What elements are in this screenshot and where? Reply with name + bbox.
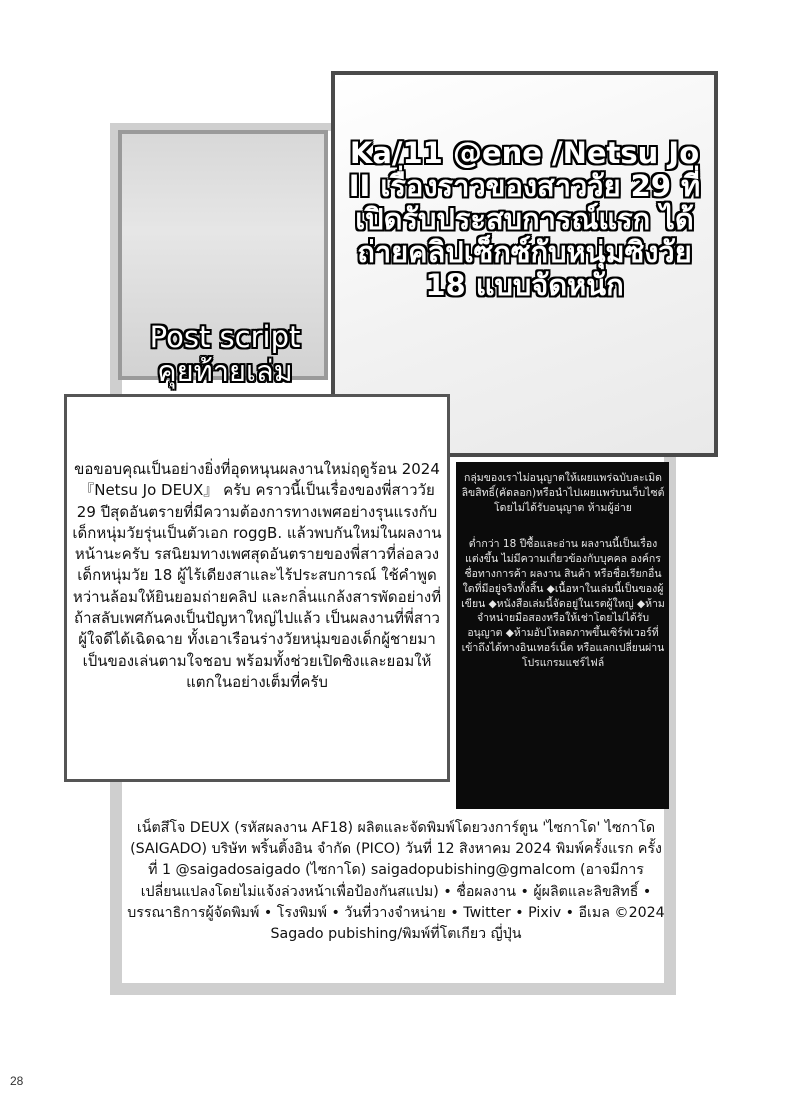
age-restriction-notice: ต่ำกว่า 18 ปีซื้อและอ่าน ผลงานนี้เป็นเรื่องแต่งขึ้น ไม่มีความเกี่ยวข้องกับบุคคล องค์กร ชื่อทางการค้า ผลงาน สินค้า หรือชื่อเรียกอื่นใดที่มีอยู่จริงทั้งสิ้น ◆เนื้อหาในเล่มนี้เป็นของผู้เขียน ◆หนังสือเล่มนี้จัดอยู่ในเรตผู้ใหญ่ ◆ห้ามจำหน่ายมือสองหรือให้เช่าโดยไม่ได้รับอนุญาต ◆ห้ามอัปโหลดภาพขึ้นเซิร์ฟเวอร์ที่เข้าถึงได้ทางอินเทอร์เน็ต หรือแลกเปลี่ยนผ่านโปรแกรมแชร์ไฟล์ [461, 538, 665, 669]
post-script-heading [120, 320, 330, 388]
page-number: 28 [10, 1074, 24, 1088]
book-title: Ka/11 @ene /Netsu Jo II เรื่องราวของสาววัย 29 ที่เปิดรับประสบการณ์แรก ได้ถ่ายคลิปเซ็กซ์กับหนุ่มซิงวัย 18 แบบจัดหนัก [348, 136, 701, 302]
post-script-title-th: คุยท้ายเล่ม [157, 354, 293, 388]
afterword-text: ขอขอบคุณเป็นอย่างยิ่งที่อุดหนุนผลงานใหม่ฤดูร้อน 2024 『Netsu Jo DEUX』 ครับ คราวนี้เป็นเรื่องของพี่สาววัย 29 ปีสุดอันตรายที่มีความต้องการทางเพศอย่างรุนแรงกับเด็กหนุ่มวัยรุ่นเป็นตัวเอก roggB. แล้วพบกันใหม่ในผลงานหน้านะครับ รสนิยมทางเพศสุดอันตรายของพี่สาวที่ล่อลวงเด็กหนุ่มวัย 18 ผู้ไร้เดียงสาและไร้ประสบการณ์ ใช้คำพูดหว่านล้อมให้ยินยอมถ่ายคลิป และกลิ่นแกล้งสารพัดอย่างที่ถ้าสลับเพศกันคงเป็นปัญหาใหญ่ไปแล้ว เป็นผลงานที่พี่สาวผู้ใจดีได้เฉิดฉาย ทั้งเอาเรือนร่างวัยหนุ่มของเด็กผู้ชายมาเป็นของเล่นตามใจชอบ พร้อมทั้งช่วยเปิดซิงและยอมให้แตกในอย่างเต็มที่ครับ [72, 460, 442, 691]
legal-notice [460, 471, 666, 671]
post-script-title-en: Post script [149, 320, 301, 354]
colophon: เน็ตสึโจ DEUX (รหัสผลงาน AF18) ผลิตและจัดพิมพ์โดยวงการ์ตูน 'ไซกาโด' ไซกาโด (SAIGADO) บริษัท พริ้นติ้งอิน จำกัด (PICO) วันที่ 12 สิงหาคม 2024 พิมพ์ครั้งแรก ครั้งที่ 1 @saigadosaigado (ไซกาโด) saigadopubishing@gmalcom (อาจมีการเปลี่ยนแปลงโดยไม่แจ้งล่วงหน้าเพื่อป้องกันสแปม) • ชื่อผลงาน • ผู้ผลิตและลิขสิทธิ์ • บรรณาธิการผู้จัดพิมพ์ • โรงพิมพ์ • วันที่วางจำหน่าย • Twitter • Pixiv • อีเมล ©2024 Sagado pubishing/พิมพ์ที่โตเกียว ญี่ปุ่น [127, 820, 665, 943]
copyright-notice: กลุ่มของเราไม่อนุญาตให้เผยแพร่ฉบับละเมิดลิขสิทธิ์(คัดลอก)หรือนำไปเผยแพร่บนเว็บไซต์โดยไม่ได้รับอนุญาต ห้ามผู้อ่าย [461, 472, 665, 514]
